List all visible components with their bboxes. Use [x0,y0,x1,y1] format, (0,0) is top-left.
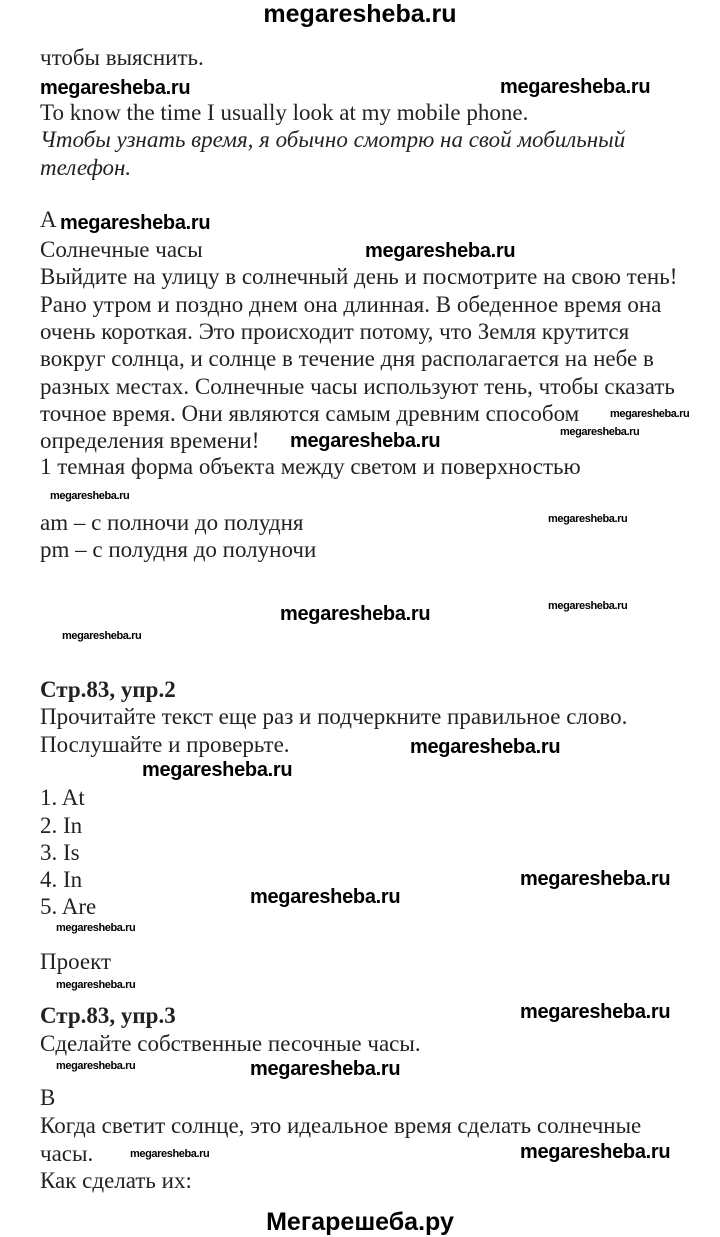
watermark: megaresheba.ru [56,1060,136,1072]
watermark: megaresheba.ru [50,490,130,502]
text-line: Солнечные часы [40,237,203,262]
text-line: Чтобы узнать время, я обычно смотрю на свой мобильный [40,127,626,152]
text-line: 2. In [40,813,83,838]
watermark: megaresheba.ru [520,868,671,890]
text-line: точное время. Они являются самым древним способом [40,401,580,426]
text-line: 3. Is [40,840,80,865]
watermark: megaresheba.ru [56,979,136,991]
section-heading: Стр.83, упр.2 [40,677,176,702]
watermark: megaresheba.ru [280,603,431,625]
watermark: megaresheba.ru [250,886,401,908]
text-line: Выйдите на улицу в солнечный день и посмотрите на свою тень! [40,264,678,289]
watermark: megaresheba.ru [365,240,516,262]
text-line: B [40,1085,56,1110]
watermark: megaresheba.ru [548,600,628,612]
watermark: megaresheba.ru [130,1148,210,1160]
text-line: разных местах. Солнечные часы используют тень, чтобы сказать [40,374,675,399]
text-line: am – с полночи до полудня [40,510,304,535]
text-line: Послушайте и проверьте. [40,732,290,757]
text-line: 1 темная форма объекта между светом и поверхностью [40,454,581,479]
text-line: To know the time I usually look at my mobile phone. [40,100,529,125]
text-line: телефон. [40,155,132,180]
watermark: megaresheba.ru [500,76,651,98]
watermark: megaresheba.ru [520,1001,671,1023]
text-line: A [40,207,57,232]
watermark: megaresheba.ru [548,513,628,525]
text-line: pm – с полудня до полуночи [40,537,317,562]
watermark: megaresheba.ru [410,736,561,758]
text-line: определения времени! [40,428,260,453]
text-line: Рано утром и поздно днем она длинная. В обеденное время она [40,292,662,317]
watermark: megaresheba.ru [142,759,293,781]
watermark: megaresheba.ru [520,1141,671,1163]
text-line: Проект [40,949,112,974]
text-line: Прочитайте текст еще раз и подчеркните правильное слово. [40,704,628,729]
text-line: Как сделать их: [40,1168,192,1193]
text-line: Сделайте собственные песочные часы. [40,1031,421,1056]
watermark: megaresheba.ru [290,430,441,452]
watermark: megaresheba.ru [250,1058,401,1080]
watermark: megaresheba.ru [60,212,211,234]
text-line: вокруг солнца, и солнце в течение дня располагается на небе в [40,346,654,371]
watermark: megaresheba.ru [560,426,640,438]
text-line: 5. Are [40,894,97,919]
text-line: часы. [40,1141,94,1166]
watermark: megaresheba.ru [62,630,142,642]
watermark: megaresheba.ru [610,408,690,420]
site-header: megaresheba.ru [263,0,457,28]
site-footer: Мегарешеба.ру [266,1208,454,1236]
watermark: megaresheba.ru [40,77,191,99]
text-line: очень короткая. Это происходит потому, что Земля крутится [40,319,630,344]
watermark: megaresheba.ru [56,922,136,934]
section-heading: Стр.83, упр.3 [40,1003,176,1028]
text-line: 1. At [40,785,85,810]
text-line: Когда светит солнце, это идеальное время сделать солнечные [40,1113,642,1138]
text-line: 4. In [40,867,83,892]
text-line: чтобы выяснить. [40,45,204,70]
